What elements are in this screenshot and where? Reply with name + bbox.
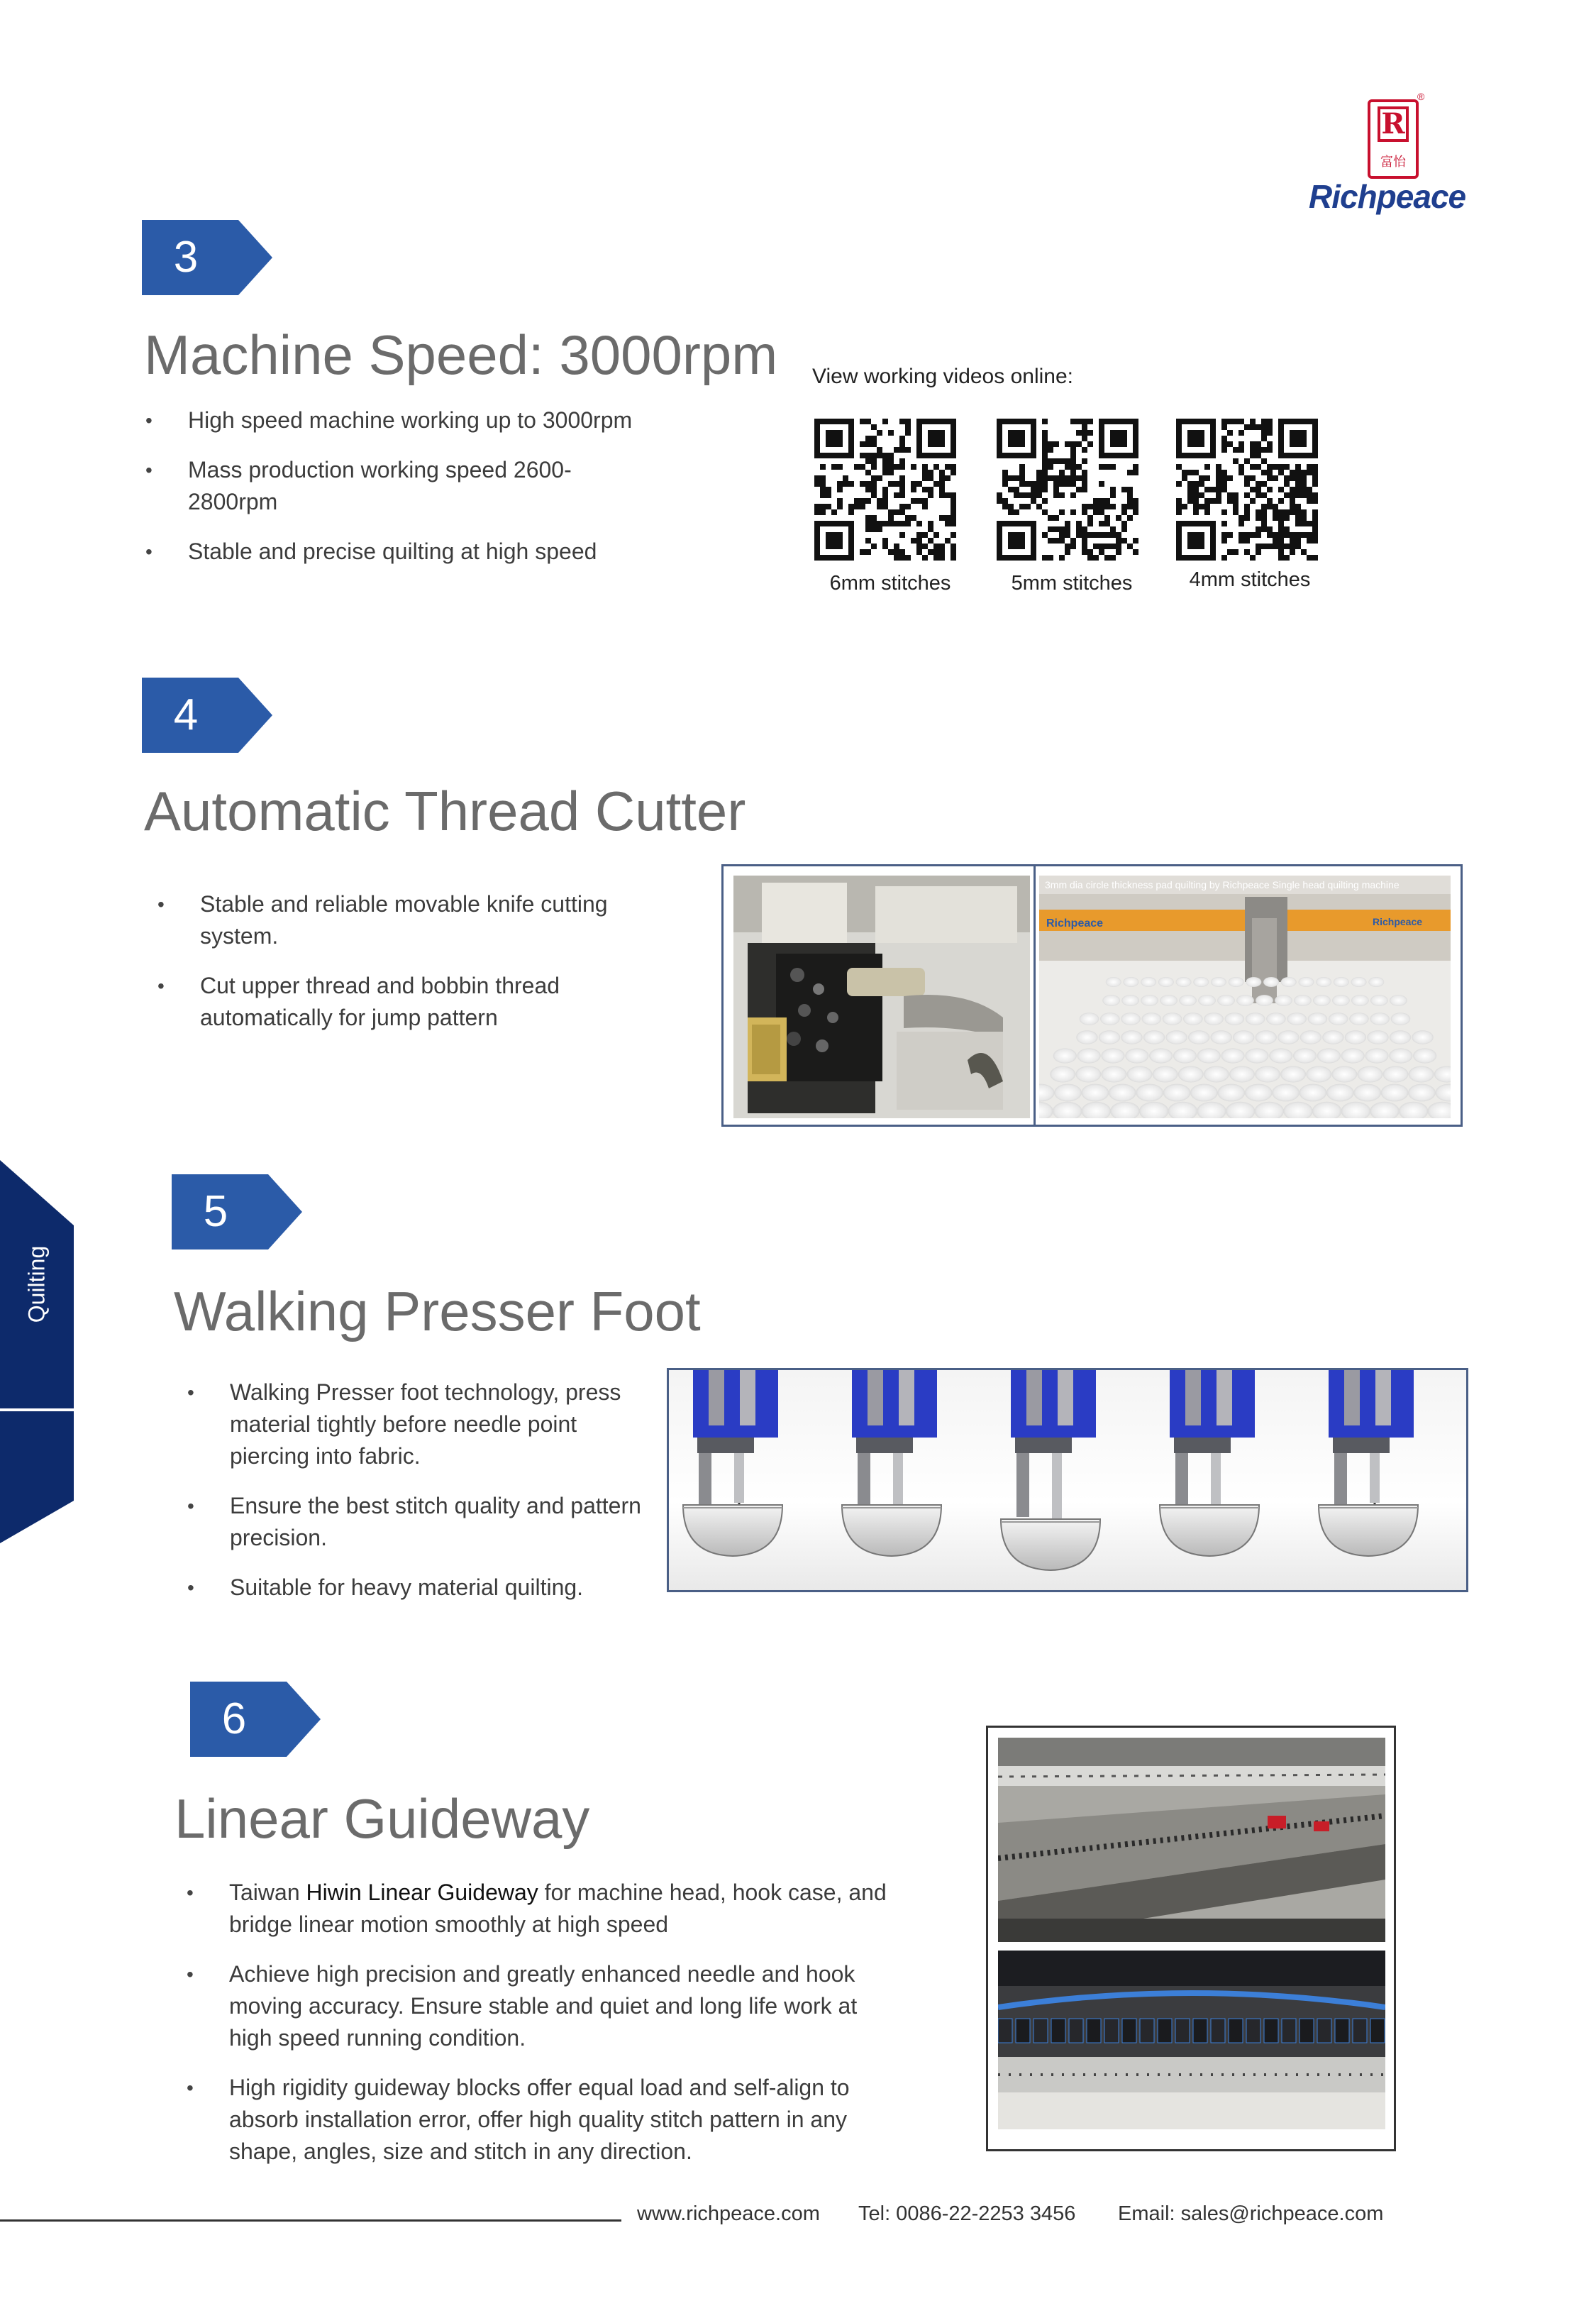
section-number: 4 xyxy=(173,690,199,739)
bullet-item: • Stable and reliable movable knife cutting system. xyxy=(157,888,619,952)
presser-foot-sequence-diagram xyxy=(669,1370,1466,1590)
section-5-title: Walking Presser Foot xyxy=(174,1280,701,1342)
logo-brand-name: Richpeace xyxy=(1309,178,1466,215)
footer-divider xyxy=(0,2219,621,2222)
machine-label-left: Richpeace xyxy=(1046,917,1104,929)
richpeace-logo-mark xyxy=(1368,99,1419,179)
section-6-bullets xyxy=(187,1877,889,2185)
guideway-photo-frame xyxy=(986,1726,1396,2151)
qr-caption-4mm: 4mm stitches xyxy=(1189,568,1311,591)
section-4-bullets xyxy=(157,888,619,1052)
quilted-mattress-photo xyxy=(1039,876,1451,1118)
side-tab-label: Quilting xyxy=(23,1245,50,1323)
bullet-item: • High speed machine working up to 3000rpm xyxy=(145,404,656,436)
bullet-item: • Suitable for heavy material quilting. xyxy=(187,1572,641,1604)
section-number: 3 xyxy=(173,233,199,282)
videos-title: View working videos online: xyxy=(812,365,1073,388)
logo-registered-mark: ® xyxy=(1417,91,1425,102)
footer-tel: Tel: 0086-22-2253 3456 xyxy=(858,2202,1076,2225)
bullet-item: • Ensure the best stitch quality and pattern precision. xyxy=(187,1490,641,1554)
bullet-item: • Mass production working speed 2600-2800rpm xyxy=(145,454,656,518)
bullet-item: • Walking Presser foot technology, press material tightly before needle point piercing into fabric. xyxy=(187,1377,641,1472)
guideway-bottom-photo xyxy=(998,1951,1385,2129)
bullet-item: • Achieve high precision and greatly enhanced needle and hook moving accuracy. Ensure stable and quiet and long life work at high speed running condition. xyxy=(187,1958,889,2054)
machine-label-right: Richpeace xyxy=(1373,916,1423,927)
photo-divider xyxy=(1033,866,1036,1125)
footer-email[interactable]: Email: sales@richpeace.com xyxy=(1118,2202,1384,2225)
footer-website[interactable]: www.richpeace.com xyxy=(637,2202,820,2225)
section-3-number-tag xyxy=(142,220,272,295)
qr-caption-5mm: 5mm stitches xyxy=(1011,572,1133,595)
qr-code-5mm[interactable] xyxy=(997,419,1138,561)
section-3-title: Machine Speed: 3000rpm xyxy=(144,324,778,386)
qr-caption-6mm: 6mm stitches xyxy=(829,572,951,595)
section-number: 6 xyxy=(221,1694,247,1743)
section-number: 5 xyxy=(203,1187,228,1236)
section-5-number-tag xyxy=(172,1174,302,1249)
logo-letter: R xyxy=(1378,106,1409,142)
hiwin-highlight: Hiwin Linear Guideway xyxy=(306,1880,538,1905)
bullet-item: • Taiwan Hiwin Linear Guideway for machine head, hook case, and bridge linear motion smoothly at high speed xyxy=(187,1877,889,1941)
section-5-bullets xyxy=(187,1377,641,1621)
bullet-item: • High rigidity guideway blocks offer equal load and self-align to absorb installation error, offer high quality stitch pattern in any shape, angles, size and stitch in any direction. xyxy=(187,2072,889,2168)
guideway-top-photo xyxy=(998,1738,1385,1942)
qr-code-6mm[interactable] xyxy=(814,419,956,561)
section-6-number-tag xyxy=(190,1682,321,1757)
qr-code-4mm[interactable] xyxy=(1176,419,1318,561)
section-6-title: Linear Guideway xyxy=(174,1787,590,1850)
section-4-number-tag xyxy=(142,678,272,753)
video-overlay-text: 3mm dia circle thickness pad quilting by Richpeace Single head quilting machine xyxy=(1045,879,1400,890)
bullet-item: • Cut upper thread and bobbin thread automatically for jump pattern xyxy=(157,970,619,1034)
logo-chinese: 富怡 xyxy=(1380,155,1406,169)
presser-foot-diagram-frame xyxy=(667,1368,1468,1592)
knife-mechanism-photo xyxy=(733,876,1030,1118)
section-3-bullets xyxy=(145,404,656,585)
section-4-title: Automatic Thread Cutter xyxy=(144,780,746,842)
bullet-item: • Stable and precise quilting at high speed xyxy=(145,536,656,568)
thread-cutter-photo-frame xyxy=(721,864,1463,1127)
